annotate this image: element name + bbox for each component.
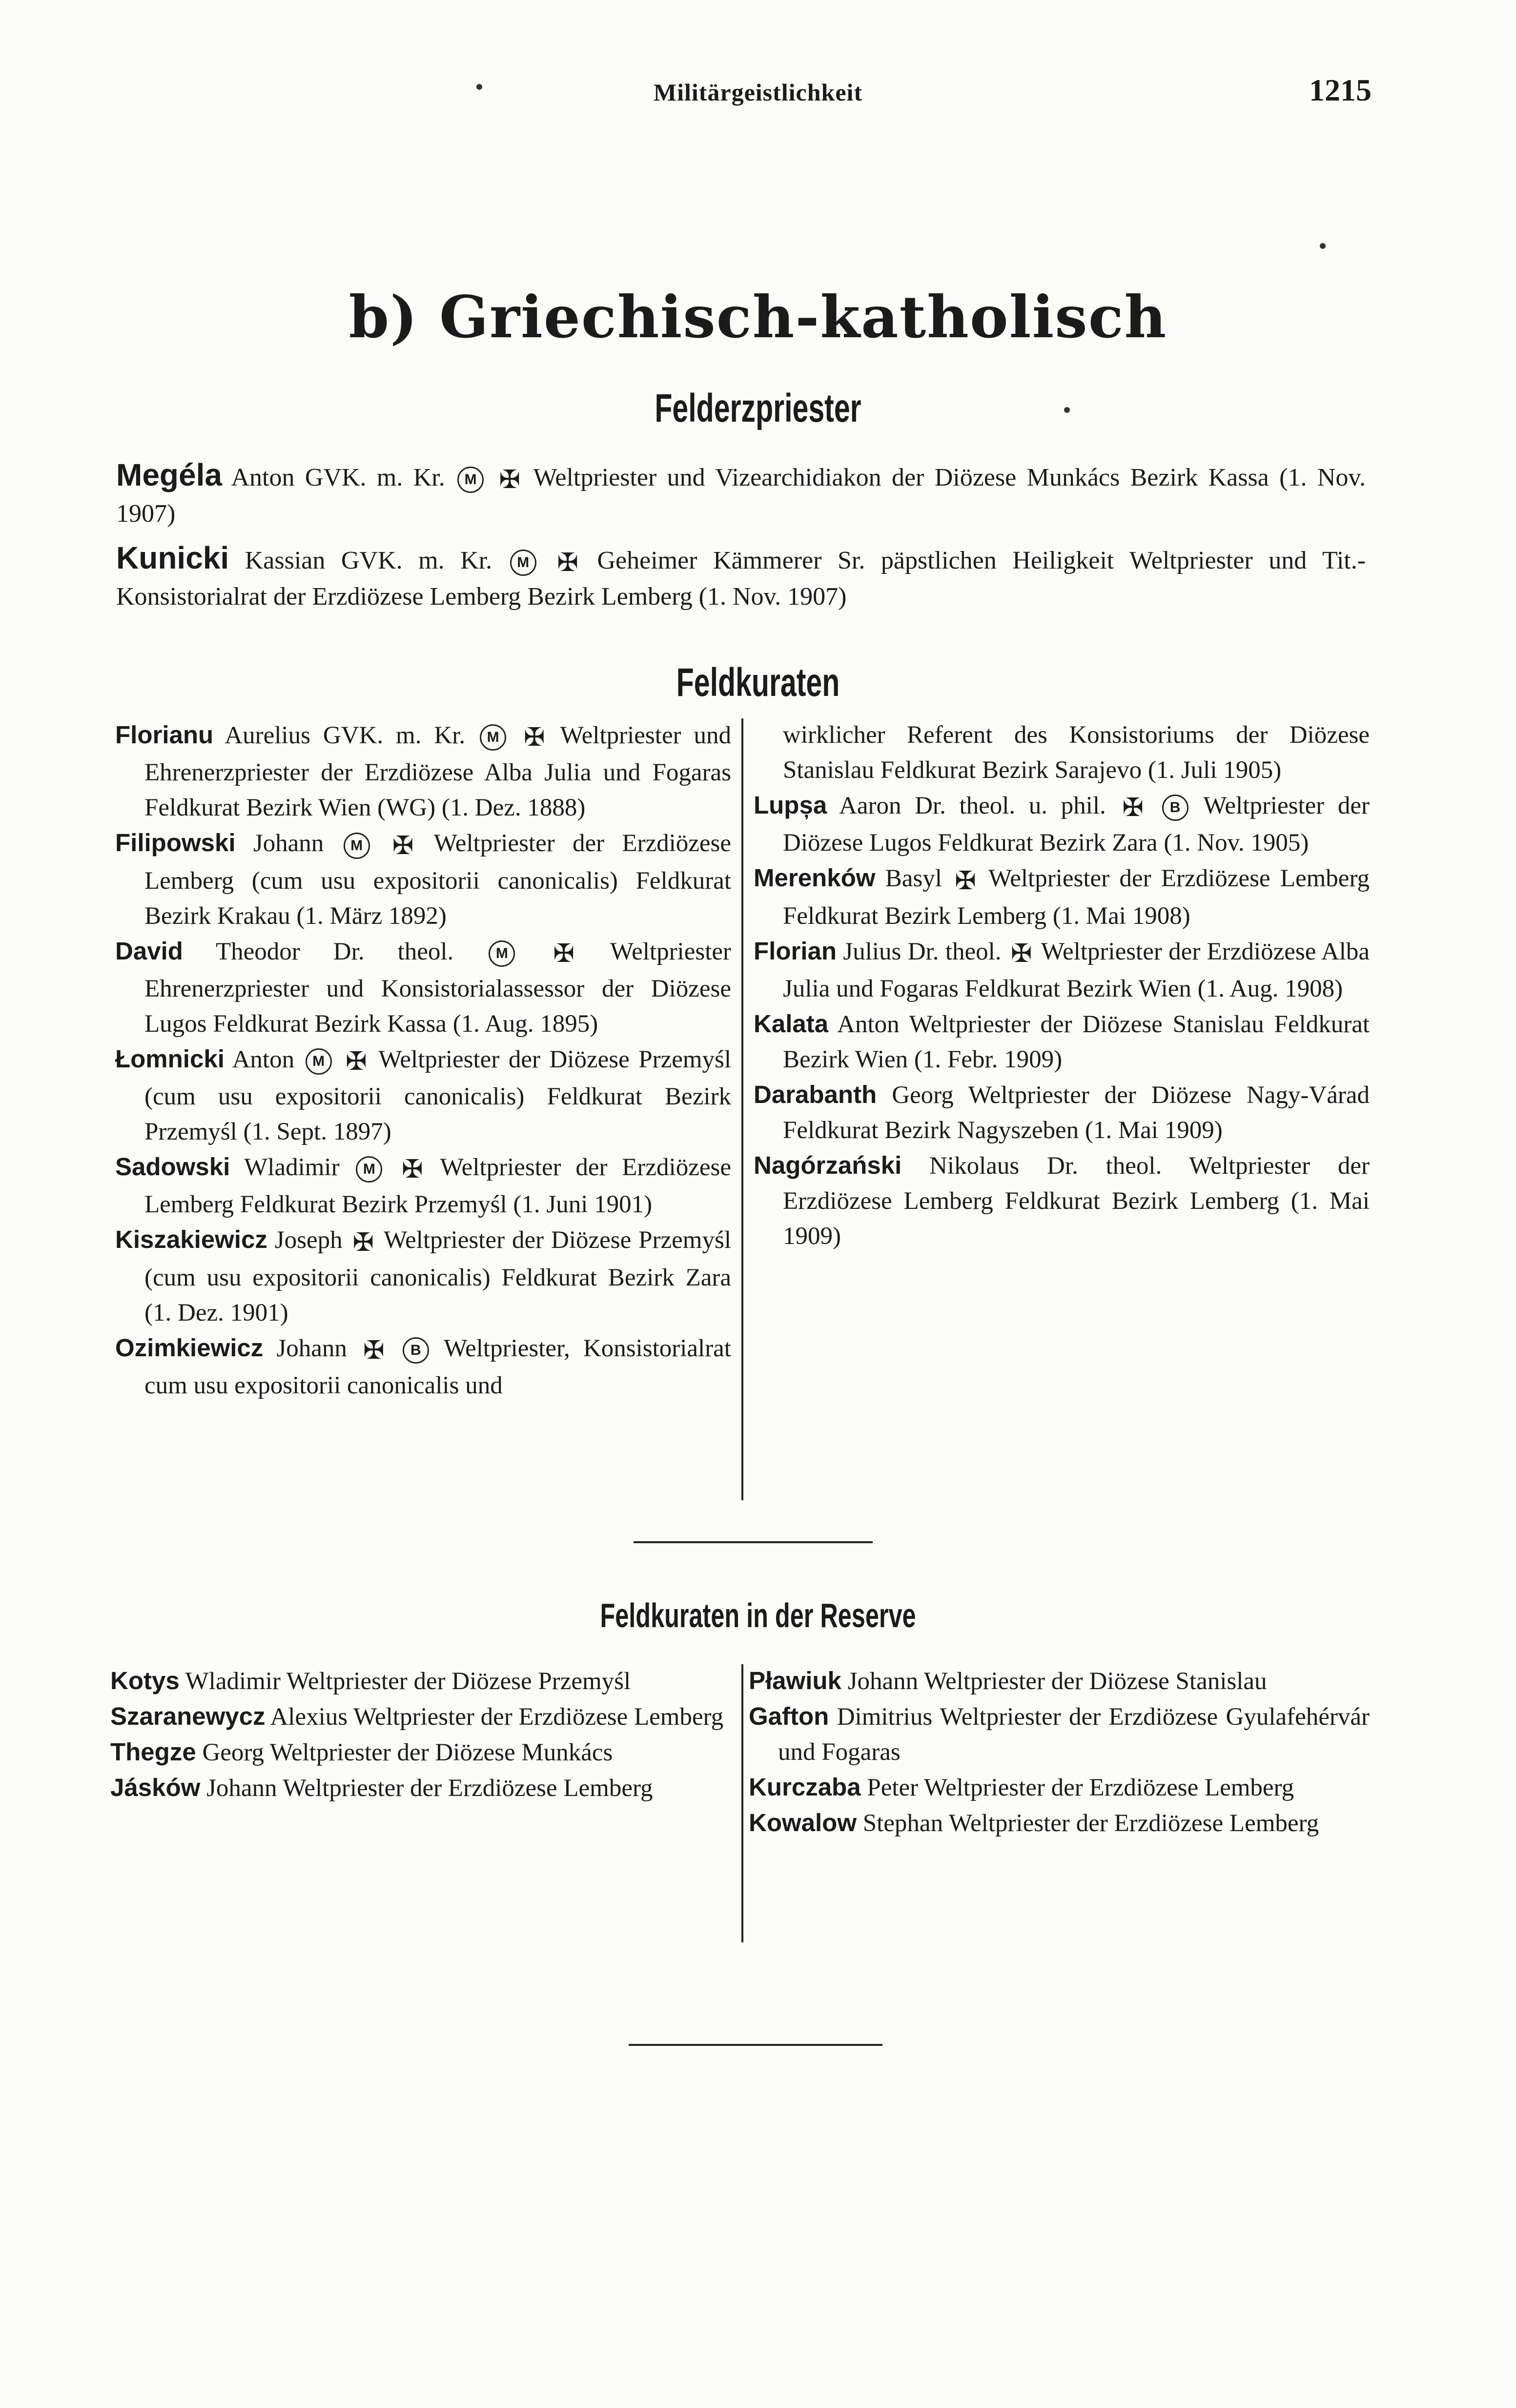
m-medal-icon: M <box>344 833 370 859</box>
entry-text: Basyl <box>885 865 942 893</box>
entry-text: Stephan Weltpriester der Erzdiözese Lemberg <box>862 1810 1319 1837</box>
cross-icon: ✠ <box>524 723 545 753</box>
cross-icon: ✠ <box>363 1336 385 1366</box>
entry-name: Sadowski <box>115 1153 230 1181</box>
reserve-left-column <box>110 1663 731 1806</box>
entry-megela <box>116 458 1366 531</box>
list-item <box>754 1077 1370 1148</box>
entry-text: Weltpriester, Konsistorialrat cum usu expositorii canonicalis und <box>144 1334 731 1400</box>
m-medal-icon: M <box>489 940 515 967</box>
list-item <box>749 1699 1370 1770</box>
entry-name: Kiszakiewicz <box>115 1225 267 1254</box>
entry-text: Nikolaus Dr. theol. Weltpriester der Erzdiözese Lemberg Feldkurat Bezirk Lemberg (1. Mai 1909) <box>783 1152 1370 1250</box>
entry-name: Kowalow <box>749 1809 857 1837</box>
list-item <box>115 1149 731 1222</box>
list-item <box>754 860 1370 933</box>
entry-text: Anton <box>232 1045 295 1073</box>
entry-text: Weltpriester der Erzdiözese Lemberg Feldkurat Bezirk Lemberg (1. Mai 1908) <box>783 865 1370 930</box>
reserve-right-column <box>749 1663 1370 1841</box>
list-item <box>754 1148 1370 1254</box>
list-item <box>754 1006 1370 1077</box>
entry-name: Kunicki <box>116 540 229 575</box>
feldkuraten-right-column <box>754 717 1370 1254</box>
entry-name: Nagórzański <box>754 1151 902 1179</box>
list-item <box>110 1663 731 1699</box>
entry-text: Weltpriester Ehrenerzpriester und Konsistorialassessor der Diözese Lugos Feldkurat Bezirk Kassa (1. Aug. 1895) <box>144 938 731 1038</box>
list-item <box>115 934 731 1041</box>
entry-name: Łomnicki <box>115 1044 225 1073</box>
feldkuraten-left-column <box>115 717 731 1403</box>
entry-kunicki <box>116 541 1366 614</box>
b-medal-icon: B <box>403 1337 429 1364</box>
cross-icon: ✠ <box>1010 939 1032 968</box>
entry-text: Wladimir <box>244 1154 340 1182</box>
entry-text: Johann <box>276 1334 347 1362</box>
entry-text: Joseph <box>274 1226 343 1254</box>
list-item <box>749 1770 1370 1805</box>
entry-name: Szaranewycz <box>110 1702 266 1730</box>
list-item <box>115 717 731 825</box>
section-rule <box>629 2044 882 2046</box>
entry-text: Kassian GVK. m. Kr. <box>245 547 492 574</box>
continuation-text: wirklicher Referent des Konsistoriums der Diözese Stanislau Feldkurat Bezirk Sarajevo (1. Juli 1905) <box>783 721 1370 784</box>
m-medal-icon: M <box>510 550 536 576</box>
entry-text: Weltpriester der Erzdiözese Lemberg Feldkurat Bezirk Przemyśl (1. Juni 1901) <box>144 1154 731 1219</box>
list-item <box>110 1770 731 1806</box>
entry-name: Darabanth <box>754 1080 877 1108</box>
column-divider <box>741 718 743 1500</box>
cross-icon: ✠ <box>955 866 976 896</box>
list-item <box>749 1805 1370 1841</box>
heading-felderzpriester: Felderzpriester <box>655 386 861 430</box>
entry-name: Florian <box>754 937 837 965</box>
entry-name: Lupșa <box>754 791 827 819</box>
entry-text: Anton GVK. m. Kr. <box>231 464 445 491</box>
m-medal-icon: M <box>480 724 506 751</box>
entry-text: Dimitrius Weltpriester der Erzdiözese Gyulafehérvár und Fogaras <box>778 1703 1370 1766</box>
entry-text: Aaron Dr. theol. u. phil. <box>839 792 1106 819</box>
entry-text: Weltpriester der Diözese Przemyśl (cum usu expositorii canonicalis) Feldkurat Bezirk Przemyśl (1. Sept. 1897) <box>144 1045 732 1146</box>
entry-name: Gafton <box>749 1702 829 1730</box>
cross-icon: ✠ <box>402 1155 423 1184</box>
entry-text: Julius Dr. theol. <box>843 938 1002 965</box>
entry-name: Jásków <box>110 1774 201 1801</box>
entry-text: Alexius Weltpriester der Erzdiözese Lemberg <box>270 1703 724 1731</box>
print-speck <box>1320 243 1326 249</box>
entry-text: Aurelius GVK. m. Kr. <box>225 722 466 749</box>
entry-name: Ozimkiewicz <box>115 1333 264 1362</box>
entry-name: Pławiuk <box>749 1667 841 1694</box>
page-number: 1215 <box>1309 73 1372 107</box>
list-item <box>115 1041 731 1149</box>
entry-text: Weltpriester der Erzdiözese Alba Julia und Fogaras Feldkurat Bezirk Wien (1. Aug. 1908) <box>783 938 1370 1002</box>
column-divider <box>741 1664 743 1942</box>
list-item <box>115 1222 731 1330</box>
entry-text: Georg Weltpriester der Diözese Munkács <box>202 1739 613 1766</box>
entry-text: Georg Weltpriester der Diözese Nagy-Várad Feldkurat Bezirk Nagyszeben (1. Mai 1909) <box>783 1081 1370 1144</box>
cross-icon: ✠ <box>1122 793 1144 823</box>
entry-text: Peter Weltpriester der Erzdiözese Lemberg <box>867 1774 1294 1801</box>
cross-icon: ✠ <box>499 465 521 495</box>
cross-icon: ✠ <box>557 548 578 578</box>
entry-name: David <box>115 937 183 965</box>
entry-text: Johann Weltpriester der Diözese Stanislau <box>847 1668 1267 1695</box>
list-item <box>754 788 1370 860</box>
m-medal-icon: M <box>457 467 484 493</box>
list-item <box>115 1330 731 1403</box>
list-item <box>110 1699 731 1735</box>
heading-reserve: Feldkuraten in der Reserve <box>600 1596 916 1634</box>
entry-name: Merenków <box>754 864 876 892</box>
running-title: Militärgeistlichkeit <box>653 79 863 106</box>
entry-name: Florianu <box>115 721 214 749</box>
entry-text: Weltpriester der Diözese Przemyśl (cum usu expositorii canonicalis) Feldkurat Bezirk Zara (1. Dez. 1901) <box>144 1226 731 1326</box>
entry-text: Anton Weltpriester der Diözese Stanislau Feldkurat Bezirk Wien (1. Febr. 1909) <box>783 1010 1370 1073</box>
entry-name: Kotys <box>110 1667 180 1694</box>
entry-name: Filipowski <box>115 829 236 857</box>
entry-text: Theodor Dr. theol. <box>216 938 454 965</box>
entry-text: Weltpriester der Diözese Lugos Feldkurat Bezirk Zara (1. Nov. 1905) <box>783 792 1370 857</box>
entry-text: Johann <box>253 830 324 857</box>
cross-icon: ✠ <box>553 939 574 968</box>
entry-text: Wladimir Weltpriester der Diözese Przemyśl <box>185 1668 631 1695</box>
print-speck <box>476 84 482 90</box>
list-item <box>115 825 731 933</box>
entry-text: Weltpriester der Erzdiözese Lemberg (cum usu expositorii canonicalis) Feldkurat Bezirk Krakau (1. März 1892) <box>144 830 732 930</box>
list-item <box>749 1663 1370 1699</box>
entry-name: Megéla <box>116 457 222 492</box>
entry-text: Weltpriester und Ehrenerzpriester der Erzdiözese Alba Julia und Fogaras Feldkurat Bezirk Wien (WG) (1. Dez. 1888) <box>144 722 731 822</box>
heading-feldkuraten: Feldkuraten <box>676 660 840 705</box>
list-item <box>110 1735 731 1770</box>
entry-name: Thegze <box>110 1738 196 1766</box>
cross-icon: ✠ <box>352 1227 374 1257</box>
m-medal-icon: M <box>356 1156 382 1183</box>
cross-icon: ✠ <box>392 831 414 860</box>
entry-text: Johann Weltpriester der Erzdiözese Lemberg <box>206 1775 653 1802</box>
section-title: b) Griechisch-katholisch <box>348 283 1168 351</box>
b-medal-icon: B <box>1162 795 1188 821</box>
entry-name: Kalata <box>754 1009 829 1038</box>
list-item <box>754 934 1370 1006</box>
m-medal-icon: M <box>306 1048 332 1075</box>
section-rule <box>634 1541 873 1543</box>
entry-text: Geheimer Kämmerer Sr. päpstlichen Heiligkeit Weltpriester und Tit.-Konsistorialrat der Erzdiözese Lemberg Bezirk Lemberg (1. Nov. 1907) <box>116 547 1366 611</box>
entry-text: Weltpriester und Vizearchidiakon der Diözese Munkács Bezirk Kassa (1. Nov. 1907) <box>116 464 1366 528</box>
entry-name: Kurczaba <box>749 1773 861 1801</box>
cross-icon: ✠ <box>346 1047 367 1077</box>
